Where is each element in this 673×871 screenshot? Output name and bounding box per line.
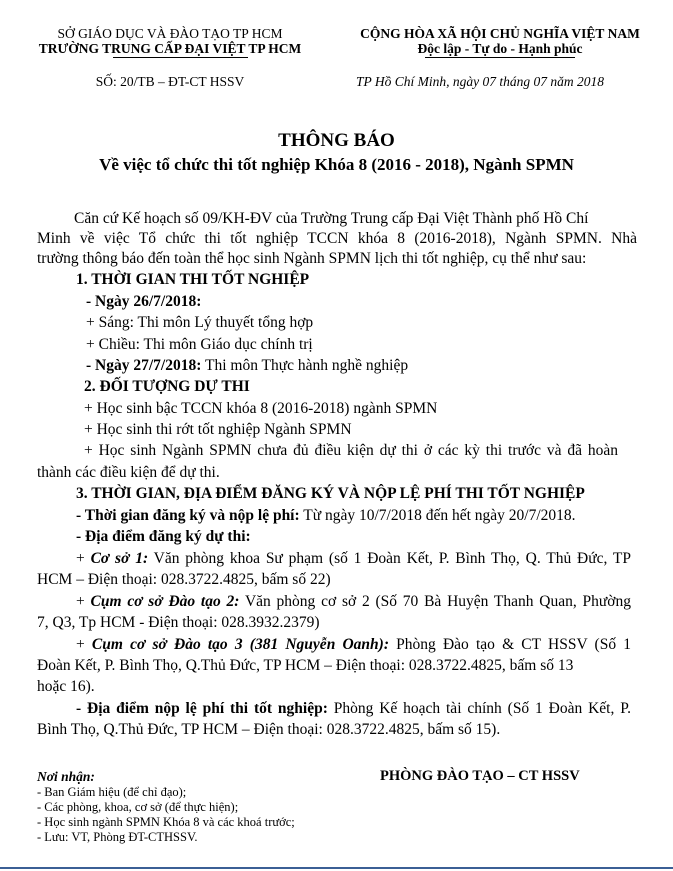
registration-time-text: Từ ngày 10/7/2018 đến hết ngày 20/7/2018. xyxy=(299,507,576,524)
national-motto: Độc lập - Tự do - Hạnh phúc xyxy=(417,41,583,56)
national-title: CỘNG HÒA XÃ HỘI CHỦ NGHĨA VIỆT NAM xyxy=(360,26,640,41)
candidate-item: + Học sinh Ngành SPMN chưa đủ điều kiện dự thi ở các kỳ thi trước và đã hoàn xyxy=(84,442,618,459)
intro-line-1: Căn cứ Kế hoạch số 09/KH-ĐV của Trường Trung cấp Đại Việt Thành phố Hồ Chí xyxy=(74,210,589,227)
site-3-prefix: + xyxy=(76,636,92,653)
recipient-item: - Học sinh ngành SPMN Khóa 8 và các khoá trước; xyxy=(37,815,295,829)
intro-line-3: trường thông báo đến toàn thể học sinh Ngành SPMN lịch thi tốt nghiệp, cụ thể như sau: xyxy=(37,250,587,267)
fee-place-text: Phòng Kế hoạch tài chính (Số 1 Đoàn Kết, P. xyxy=(327,700,631,717)
recipients-label: Nơi nhận: xyxy=(37,769,95,784)
registration-time xyxy=(76,506,576,526)
candidate-item: + Học sinh bậc TCCN khóa 8 (2016-2018) ngành SPMN xyxy=(84,400,438,417)
exam-day-2-label: - Ngày 27/7/2018: xyxy=(86,357,202,374)
exam-day-2 xyxy=(86,356,408,376)
document-subtitle: Về việc tổ chức thi tốt nghiệp Khóa 8 (2016 - 2018), Ngành SPMN xyxy=(99,155,574,174)
candidate-item: + Học sinh thi rớt tốt nghiệp Ngành SPMN xyxy=(84,421,352,438)
page-bottom-border xyxy=(0,867,673,869)
section-3-heading: 3. THỜI GIAN, ĐỊA ĐIỂM ĐĂNG KÝ VÀ NỘP LỆ PHÍ THI TỐT NGHIỆP xyxy=(76,485,585,502)
site-1-label: Cơ sở 1: xyxy=(90,550,149,567)
recipient-item: - Lưu: VT, Phòng ĐT-CTHSSV. xyxy=(37,830,198,844)
site-1-line-1 xyxy=(76,549,631,569)
site-3-text: Phòng Đào tạo & CT HSSV (Số 1 xyxy=(389,636,631,653)
motto-underline xyxy=(425,57,575,58)
signature-department: PHÒNG ĐÀO TẠO – CT HSSV xyxy=(380,768,580,784)
department-name: SỞ GIÁO DỤC VÀ ĐÀO TẠO TP HCM xyxy=(57,26,283,41)
site-1-line-2: HCM – Điện thoại: 028.3722.4825, bấm số 22) xyxy=(37,571,331,588)
recipient-item: - Ban Giám hiệu (để chỉ đạo); xyxy=(37,785,187,799)
site-1-prefix: + xyxy=(76,550,91,567)
candidate-item-continued: thành các điều kiện để dự thi. xyxy=(37,464,220,481)
section-2-heading: 2. ĐỐI TƯỢNG DỰ THI xyxy=(84,378,250,395)
fee-place-line-2: Bình Thọ, Q.Thủ Đức, TP HCM – Điện thoại: 028.3722.4825, bấm số 15). xyxy=(37,721,501,738)
registration-place-label: - Địa điểm đăng ký dự thi: xyxy=(76,528,251,545)
document-number: SỐ: 20/TB – ĐT-CT HSSV xyxy=(95,74,245,89)
school-name: TRƯỜNG TRUNG CẤP ĐẠI VIỆT TP HCM xyxy=(38,41,302,56)
fee-place-line-1 xyxy=(76,699,631,719)
recipient-item: - Các phòng, khoa, cơ sở (để thực hiện); xyxy=(37,800,239,814)
exam-day-1: - Ngày 26/7/2018: xyxy=(86,293,202,310)
exam-afternoon: + Chiều: Thi môn Giáo dục chính trị xyxy=(86,336,313,353)
site-3-line-2: Đoàn Kết, P. Bình Thọ, Q.Thủ Đức, TP HCM – Điện thoại: 028.3722.4825, bấm số 13 xyxy=(37,657,574,674)
intro-line-2: Minh về việc Tổ chức thi tốt nghiệp TCCN khóa 8 (2016-2018), Ngành SPMN. Nhà xyxy=(37,230,637,247)
site-2-label: Cụm cơ sở Đào tạo 2: xyxy=(90,593,240,610)
place-date: TP Hồ Chí Minh, ngày 07 tháng 07 năm 2018 xyxy=(355,74,604,89)
site-3-label: Cụm cơ sở Đào tạo 3 (381 Nguyễn Oanh): xyxy=(91,636,389,653)
school-underline xyxy=(113,57,248,58)
site-2-line-2: 7, Q3, Tp HCM - Điện thoại: 028.3932.2379) xyxy=(37,614,320,631)
site-2-prefix: + xyxy=(76,593,91,610)
site-2-line-1 xyxy=(76,592,631,612)
section-1-heading: 1. THỜI GIAN THI TỐT NGHIỆP xyxy=(76,271,310,288)
document-title: THÔNG BÁO xyxy=(278,130,395,151)
registration-time-label: - Thời gian đăng ký và nộp lệ phí: xyxy=(76,507,300,524)
exam-day-2-text: Thi môn Thực hành nghề nghiệp xyxy=(201,357,409,374)
site-3-line-3: hoặc 16). xyxy=(37,678,95,695)
fee-place-label: - Địa điểm nộp lệ phí thi tốt nghiệp: xyxy=(76,700,328,717)
exam-morning: + Sáng: Thi môn Lý thuyết tổng hợp xyxy=(86,314,314,331)
site-2-text: Văn phòng cơ sở 2 (Số 70 Bà Huyện Thanh Quan, Phường xyxy=(239,593,631,610)
site-1-text: Văn phòng khoa Sư phạm (số 1 Đoàn Kết, P. Bình Thọ, Q. Thủ Đức, TP xyxy=(148,550,631,567)
site-3-line-1 xyxy=(76,635,631,655)
